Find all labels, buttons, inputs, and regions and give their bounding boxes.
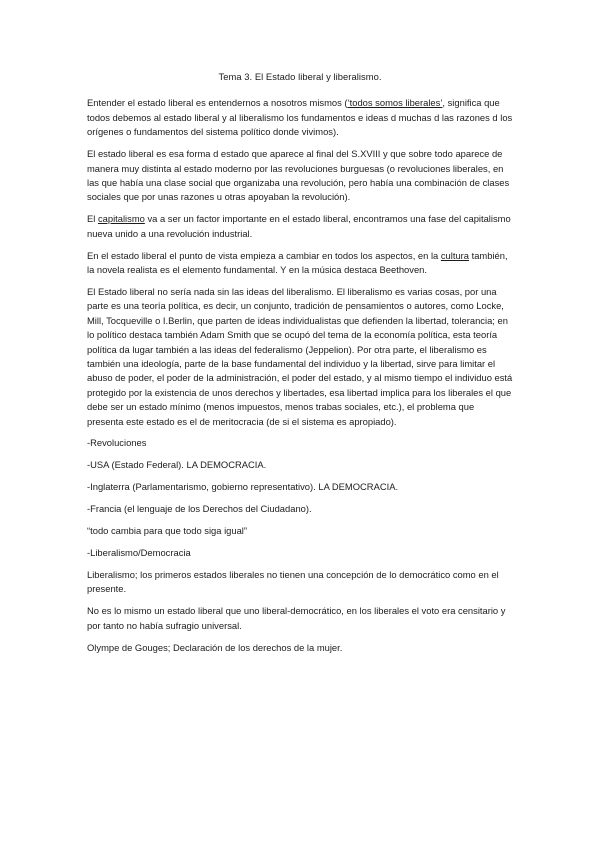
intro-text-start: Entender el estado liberal es entendernos a nosotros mismos ( — [87, 97, 348, 109]
document-title: Tema 3. El Estado liberal y liberalismo. — [218, 71, 382, 82]
heading-liberalismo-democracia: -Liberalismo/Democracia — [87, 546, 191, 558]
list-item-usa: -USA (Estado Federal). LA DEMOCRACIA. — [87, 459, 267, 471]
underlined-word-cultura: cultura — [440, 249, 469, 261]
cultura-text-end: también, la novela realista es el elemento fundamental. Y en la música destaca Beethoven. — [87, 249, 508, 275]
paragraph-intro — [87, 96, 513, 139]
paragraph-liberalismo: El Estado liberal no sería nada sin las ideas del liberalismo. El liberalismo es varias cosas, por una parte es una teoría política, es decir, un conjunto, tradición de pensamientos o autores, como Locke, Mill, Tocqueville o I.Berlin, que parten de ideas individualistas que defienden la libertad, tolerancia; en lo político destaca también Adam Smith que se ocupó del tema de la economía política, esta teoría política da lugar también a las ideas del federalismo (Jeppelion). Por otra parte, el liberalismo es también una ideología, parte de la base fundamental del individuo y la libertad, sirve para limitar el abuso de poder, el poder de la administración, el poder del estado, y al mismo tiempo el individuo está protegido por la existencia de unos derechos y libertades, esa libertad implica para los liberales el que debe ser un estado mínimo (menos impuestos, menos trabas sociales, etc.), el problema que presenta este estado es el de meritocracia (de si el sistema es apropiado). — [87, 285, 513, 427]
capitalismo-text-start: El — [87, 213, 98, 225]
underlined-word-capitalismo: capitalismo — [97, 213, 145, 225]
paragraph-olympe-de-gouges: Olympe de Gouges; Declaración de los derechos de la mujer. — [87, 641, 343, 653]
quote-line: “todo cambia para que todo siga igual” — [87, 525, 247, 537]
cultura-text-start: En el estado liberal el punto de vista empieza a cambiar en todos los aspectos, en la — [87, 249, 441, 261]
paragraph-capitalismo — [87, 212, 513, 241]
heading-revoluciones: -Revoluciones — [87, 437, 147, 449]
paragraph-voto-censitario: No es lo mismo un estado liberal que uno liberal-democrático, en los liberales el voto era censitario y por tanto no había sufragio universal. — [87, 605, 506, 631]
capitalismo-text-end: va a ser un factor importante en el estado liberal, encontramos una fase del capitalismo nueva unido a una revolución industrial. — [87, 213, 511, 239]
list-item-francia: -Francia (el lenguaje de los Derechos del Ciudadano). — [87, 503, 312, 515]
paragraph-liberalismo-democratico: Liberalismo; los primeros estados liberales no tienen una concepción de lo democrático como en el presente. — [87, 568, 499, 595]
intro-text-end: , significa que todos debemos al estado liberal y al liberalismo los fundamentos e ideas d muchas d las razones d los orígenes o fundamentos del sistema político donde vivimos). — [87, 97, 513, 138]
list-item-inglaterra: -Inglaterra (Parlamentarismo, gobierno representativo). LA DEMOCRACIA. — [87, 481, 399, 493]
underlined-phrase-todos-somos-liberales: ‘todos somos liberales’ — [347, 97, 443, 109]
paragraph-cultura — [87, 249, 513, 278]
paragraph-estado-liberal: El estado liberal es esa forma d estado que aparece al final del S.XVIII y que sobre todo aparece de manera muy distinta al estado moderno por las revoluciones burguesas (o revoluciones liberales, en las que había una clase social que organizaba una revolución, pero había una combinación de clases sociales que por unas razones u otras apoyaban la revolución). — [87, 148, 510, 203]
